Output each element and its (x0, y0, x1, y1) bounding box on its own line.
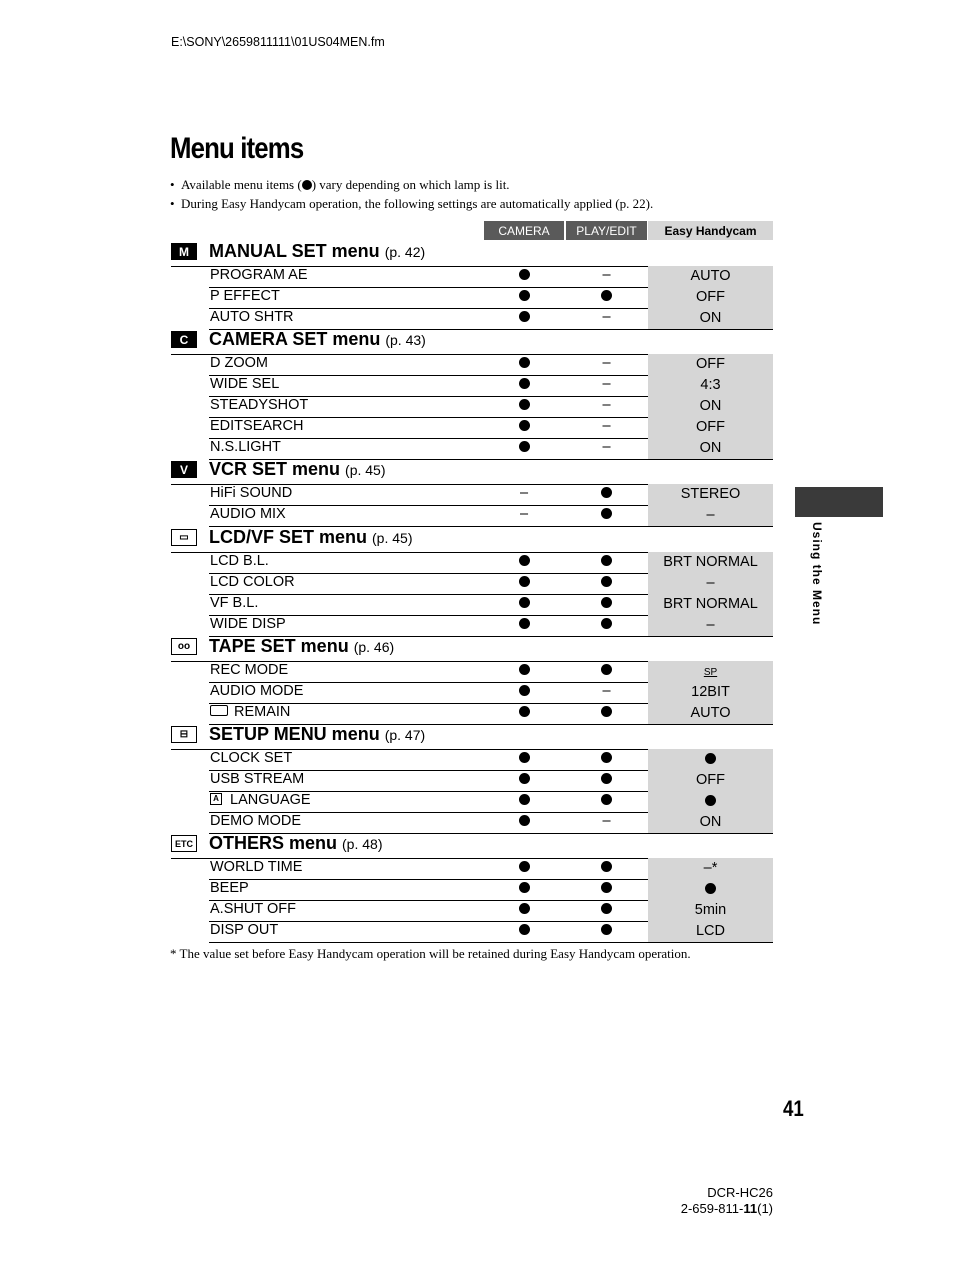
camera-cell (484, 376, 564, 392)
camera-cell (484, 704, 564, 720)
easy-handycam-cell: 5min (648, 900, 773, 921)
camera-cell: – (519, 485, 529, 501)
table-row (209, 703, 773, 725)
easy-handycam-cell: OFF (648, 287, 773, 308)
note-1: • Available menu items ( ) vary depending on which lamp is lit. (170, 175, 790, 194)
row-name: A LANGUAGE (210, 792, 311, 808)
easy-handycam-cell: – (648, 505, 773, 526)
dot-icon (601, 618, 612, 629)
easy-handycam-cell: OFF (648, 354, 773, 375)
row-name: REMAIN (210, 704, 290, 720)
dot-icon (519, 664, 530, 675)
camera-cell: – (519, 506, 529, 522)
section-header (171, 458, 773, 485)
easy-handycam-cell (648, 879, 773, 900)
camera-cell (484, 616, 564, 632)
camera-cell (484, 880, 564, 896)
play-edit-cell: – (602, 309, 611, 325)
easy-handycam-cell: BRT NORMAL (648, 594, 773, 615)
camera-cell (484, 418, 564, 434)
table-row (209, 438, 773, 460)
play-edit-cell (566, 553, 647, 569)
row-name: REC MODE (210, 662, 289, 678)
dot-icon (519, 420, 530, 431)
dot-icon (519, 861, 530, 872)
easy-handycam-cell: – (648, 573, 773, 594)
camera-cell (484, 922, 564, 938)
section-header (171, 240, 773, 267)
play-edit-cell: – (602, 376, 611, 392)
row-name: STEADYSHOT (210, 397, 309, 413)
easy-handycam-cell: ON (648, 396, 773, 417)
play-edit-cell (566, 485, 647, 501)
dot-icon (601, 794, 612, 805)
dot-icon (519, 903, 530, 914)
easy-handycam-cell: 12BIT (648, 682, 773, 703)
easy-handycam-cell: OFF (648, 417, 773, 438)
easy-handycam-cell: – (648, 615, 773, 636)
play-edit-cell: – (602, 683, 611, 699)
row-name: CLOCK SET (210, 750, 293, 766)
easy-handycam-cell: OFF (648, 770, 773, 791)
play-edit-cell (566, 750, 647, 766)
row-name: AUTO SHTR (210, 309, 294, 325)
row-name: WIDE SEL (210, 376, 280, 392)
row-name: VF B.L. (210, 595, 259, 611)
dot-icon (601, 924, 612, 935)
camera-cell (484, 859, 564, 875)
menu-section-icon: ETC (171, 835, 197, 852)
dot-icon (705, 795, 716, 806)
row-name: N.S.LIGHT (210, 439, 281, 455)
dot-icon (519, 555, 530, 566)
camera-cell (484, 683, 564, 699)
play-edit-cell (566, 704, 647, 720)
play-edit-cell (566, 859, 647, 875)
section-header (171, 635, 773, 662)
camera-cell (484, 397, 564, 413)
dot-icon (519, 290, 530, 301)
menu-section-icon: oo (171, 638, 197, 655)
table-row (209, 615, 773, 637)
camera-cell (484, 901, 564, 917)
table-row (209, 770, 773, 792)
table-row (209, 505, 773, 527)
part-number: 2-659-811-11(1) (680, 1201, 773, 1216)
section-header (171, 832, 773, 859)
table-row (209, 791, 773, 813)
dot-icon (601, 773, 612, 784)
row-name: D ZOOM (210, 355, 268, 371)
row-name: DISP OUT (210, 922, 279, 938)
dot-icon (601, 597, 612, 608)
dot-icon (519, 576, 530, 587)
language-icon: A (210, 793, 222, 805)
note-2: • During Easy Handycam operation, the following settings are automatically applied (p. 22). (170, 194, 790, 213)
row-name: WORLD TIME (210, 859, 303, 875)
model-info (600, 1185, 773, 1217)
section-title: VCR SET menu (p. 45) (209, 459, 386, 479)
section-title: OTHERS menu (p. 48) (209, 833, 383, 853)
dot-icon (519, 441, 530, 452)
dot-icon (519, 773, 530, 784)
dot-icon (519, 399, 530, 410)
dot-icon (519, 706, 530, 717)
camera-cell (484, 662, 564, 678)
row-name: USB STREAM (210, 771, 305, 787)
easy-handycam-cell: SP (648, 661, 773, 682)
section-title: MANUAL SET menu (p. 42) (209, 241, 426, 261)
lamp-dot-icon (302, 180, 312, 190)
play-edit-cell (566, 771, 647, 787)
page-title: Menu items (170, 132, 304, 165)
header-camera: CAMERA (484, 221, 564, 240)
table-row (209, 484, 773, 506)
camera-cell (484, 574, 564, 590)
play-edit-cell (566, 792, 647, 808)
easy-handycam-cell (648, 749, 773, 770)
table-row (209, 921, 773, 943)
menu-section-icon: ⊟ (171, 726, 197, 743)
camera-cell (484, 309, 564, 325)
table-row (209, 287, 773, 309)
menu-section-icon: ▭ (171, 529, 197, 546)
row-name: AUDIO MODE (210, 683, 304, 699)
page-number: 41 (783, 1096, 804, 1121)
camera-cell (484, 771, 564, 787)
table-row (209, 396, 773, 418)
table-row (209, 749, 773, 771)
table-row (209, 354, 773, 376)
camera-cell (484, 288, 564, 304)
section-header (171, 328, 773, 355)
row-name: P EFFECT (210, 288, 280, 304)
easy-handycam-cell (648, 791, 773, 812)
row-name: BEEP (210, 880, 249, 896)
dot-icon (601, 290, 612, 301)
easy-handycam-cell: LCD (648, 921, 773, 942)
play-edit-cell (566, 506, 647, 522)
easy-handycam-cell: AUTO (648, 703, 773, 724)
table-row (209, 594, 773, 616)
dot-icon (601, 706, 612, 717)
section-title: TAPE SET menu (p. 46) (209, 636, 395, 656)
dot-icon (601, 903, 612, 914)
dot-icon (601, 508, 612, 519)
dot-icon (519, 685, 530, 696)
tape-icon (210, 705, 228, 716)
easy-handycam-cell: ON (648, 438, 773, 459)
play-edit-cell: – (602, 355, 611, 371)
camera-cell (484, 813, 564, 829)
play-edit-cell (566, 901, 647, 917)
play-edit-cell (566, 288, 647, 304)
play-edit-cell (566, 574, 647, 590)
dot-icon (519, 924, 530, 935)
dot-icon (519, 882, 530, 893)
row-name: DEMO MODE (210, 813, 302, 829)
dot-icon (519, 752, 530, 763)
menu-section-icon: M (171, 243, 197, 260)
camera-cell (484, 267, 564, 283)
file-path: E:\SONY\2659811111\01US04MEN.fm (171, 35, 385, 49)
camera-cell (484, 553, 564, 569)
table-row (209, 308, 773, 330)
row-name: PROGRAM AE (210, 267, 308, 283)
dot-icon (519, 378, 530, 389)
play-edit-cell: – (602, 418, 611, 434)
play-edit-cell: – (602, 397, 611, 413)
section-title: SETUP MENU menu (p. 47) (209, 724, 426, 744)
dot-icon (601, 555, 612, 566)
dot-icon (601, 664, 612, 675)
row-name: HiFi SOUND (210, 485, 293, 501)
section-title: LCD/VF SET menu (p. 45) (209, 527, 413, 547)
dot-icon (705, 753, 716, 764)
play-edit-cell (566, 880, 647, 896)
section-header (171, 526, 773, 553)
camera-cell (484, 595, 564, 611)
play-edit-cell (566, 922, 647, 938)
model-name: DCR-HC26 (707, 1185, 773, 1200)
dot-icon (519, 357, 530, 368)
row-name: LCD COLOR (210, 574, 295, 590)
menu-section-icon: V (171, 461, 197, 478)
easy-handycam-cell: AUTO (648, 266, 773, 287)
row-name: AUDIO MIX (210, 506, 286, 522)
dot-icon (601, 752, 612, 763)
camera-cell (484, 792, 564, 808)
row-name: LCD B.L. (210, 553, 269, 569)
row-name: WIDE DISP (210, 616, 286, 632)
table-row (209, 812, 773, 834)
camera-cell (484, 355, 564, 371)
section-header (171, 723, 773, 750)
play-edit-cell: – (602, 439, 611, 455)
header-easy-handycam: Easy Handycam (648, 221, 773, 240)
table-row (209, 266, 773, 288)
play-edit-cell (566, 595, 647, 611)
row-name: EDITSEARCH (210, 418, 304, 434)
table-row (209, 682, 773, 704)
dot-icon (519, 597, 530, 608)
notes (170, 175, 790, 213)
play-edit-cell: – (602, 813, 611, 829)
easy-handycam-cell: ON (648, 812, 773, 833)
dot-icon (601, 576, 612, 587)
easy-handycam-cell: STEREO (648, 484, 773, 505)
easy-handycam-cell: ON (648, 308, 773, 329)
menu-section-icon: C (171, 331, 197, 348)
dot-icon (601, 861, 612, 872)
dot-icon (519, 311, 530, 322)
easy-handycam-cell: 4:3 (648, 375, 773, 396)
side-label: Using the Menu (810, 522, 824, 626)
dot-icon (601, 487, 612, 498)
camera-cell (484, 439, 564, 455)
table-row (209, 552, 773, 574)
table-row (209, 417, 773, 439)
table-row (209, 879, 773, 901)
table-row (209, 858, 773, 880)
dot-icon (519, 618, 530, 629)
dot-icon (519, 269, 530, 280)
table-row (209, 573, 773, 595)
table-row (209, 375, 773, 397)
camera-cell (484, 750, 564, 766)
row-name: A.SHUT OFF (210, 901, 296, 917)
section-title: CAMERA SET menu (p. 43) (209, 329, 426, 349)
side-tab (795, 487, 883, 517)
play-edit-cell (566, 662, 647, 678)
dot-icon (705, 883, 716, 894)
dot-icon (519, 815, 530, 826)
dot-icon (601, 882, 612, 893)
easy-handycam-cell: –* (648, 858, 773, 879)
play-edit-cell (566, 616, 647, 632)
footnote: * The value set before Easy Handycam operation will be retained during Easy Handycam operation. (170, 946, 691, 961)
table-row (209, 661, 773, 683)
header-play-edit: PLAY/EDIT (566, 221, 647, 240)
easy-handycam-cell: BRT NORMAL (648, 552, 773, 573)
table-row (209, 900, 773, 922)
play-edit-cell: – (602, 267, 611, 283)
dot-icon (519, 794, 530, 805)
